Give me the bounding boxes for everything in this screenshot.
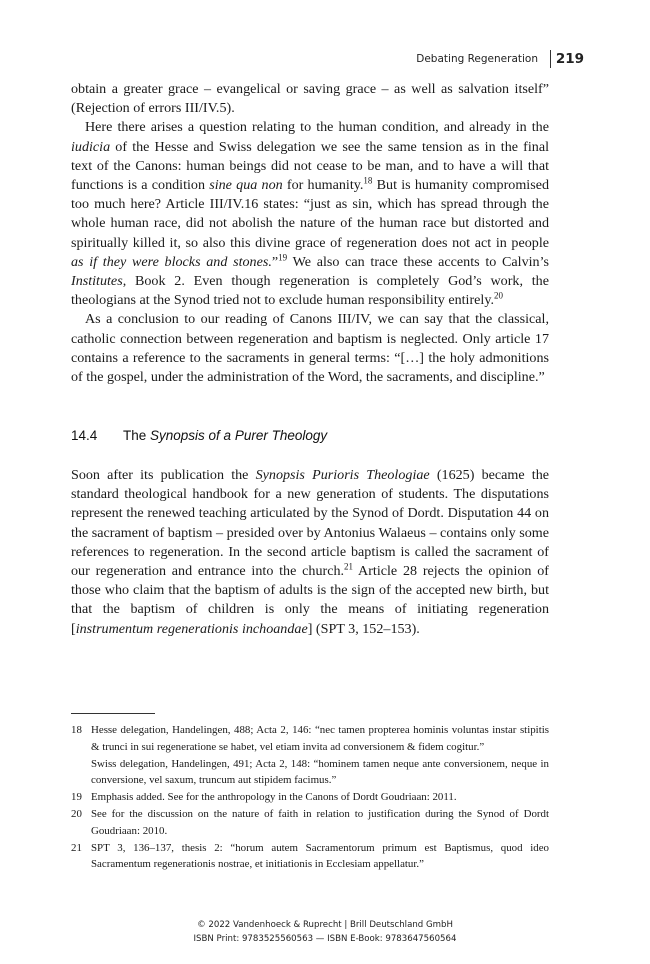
body-text-upper (71, 80, 549, 387)
footnote-rule (71, 713, 155, 714)
footnote-reference: 18 (363, 175, 373, 186)
section-title-prefix: The (123, 428, 151, 443)
footer-isbn: ISBN Print: 9783525560563 — ISBN E-Book: 9783647560564 (193, 934, 457, 944)
text-run: ” (271, 253, 279, 270)
text-run: As a conclusion to our reading of Canons III/IV, we can say that the classical, catholic connection between regeneration and baptism is neglected. Only article 17 contains a reference to the sacraments in general terms: “[…] the holy admonitions of the gospel, under the administration of the Word, the sacraments, and discipline.” (71, 311, 549, 386)
italic-text: iudicia (71, 138, 111, 155)
text-run: obtain a greater grace – evangelical or saving grace – as well as salvation itself” (Rejection of errors III/IV.5). (71, 81, 549, 117)
page-footer (0, 918, 650, 946)
footnote-reference: 19 (278, 252, 288, 263)
footnote-text: SPT 3, 136–137, thesis 2: “horum autem Sacramentorum primum est Baptismus, quod ideo Sacramentum regenerationis nostrae, et initiationis in Ecclesiam appellatur.” (91, 841, 549, 871)
text-run: We also can trace these accents to Calvin’s (287, 253, 549, 270)
italic-text: Synopsis Purioris Theologiae (255, 467, 430, 483)
page-number: 219 (555, 51, 584, 67)
body-text-lower (71, 466, 549, 639)
text-run: (1625) became the standard theological handbook for a new generation of students. The disputations represent the renewed teaching articulated by the Synod of Dordt. Disputation 44 on the sacrament of baptism – presided over by Antonius Walaeus – contains only some references to regeneration. In the second article baptism is called the sacrament of our regeneration and entrance into the church. (71, 467, 550, 580)
paragraph-p4 (71, 466, 549, 639)
footnote-number: 21 (71, 841, 82, 854)
footnote-18 (71, 722, 549, 789)
footnote-21 (71, 840, 549, 874)
text-run: of the Hesse and Swiss delegation we see the same tension as in the final text of the Canons: human beings did not cease to be man, and to have a will that functions is a condition (71, 138, 549, 194)
section-title-italic: Synopsis of a Purer Theology (150, 428, 328, 443)
footnote-reference: 20 (494, 290, 503, 301)
footnote-text: Hesse delegation, Handelingen, 488; Acta 2, 146: “nec tamen propterea hominis voluntas instar stipitis & trunci in sui regeneratione se habet, vel etiam invita ad conversionem & fidem cogitur.” (91, 724, 549, 753)
footnotes (71, 722, 549, 873)
footnote-text: Emphasis added. See for the anthropology in the Canons of Dordt Goudriaan: 2011. (91, 791, 457, 804)
paragraph-p3 (71, 310, 549, 387)
running-title: Debating Regeneration (416, 53, 538, 65)
italic-text: sine qua non (209, 177, 283, 194)
section-heading (71, 428, 327, 443)
footnote-text: Swiss delegation, Handelingen, 491; Acta 2, 148: “hominem tamen neque ante conversionem, neque in conversione, vel saxum, truncum aut stipidem facimus.” (91, 757, 549, 787)
footer-copyright: © 2022 Vandenhoeck & Ruprecht | Brill Deutschland GmbH (197, 920, 453, 930)
footnote-number: 18 (71, 724, 82, 736)
text-run: , Book 2. Even though regeneration is completely God’s work, the theologians at the Synod tried not to exclude human responsibility entirely. (71, 273, 549, 309)
header-divider (550, 50, 551, 68)
footnote-20 (71, 806, 549, 840)
italic-text: instrumentum regenerationis inchoandae (75, 620, 308, 637)
footnote-number: 20 (71, 807, 82, 820)
text-run: Soon after its publication the (71, 467, 256, 483)
footnote-reference: 21 (344, 561, 354, 572)
italic-text: as if they were blocks and stones. (71, 253, 272, 270)
footnote-text: See for the discussion on the nature of faith in relation to justification during the Synod of Dordt Goudriaan: 2010. (91, 807, 549, 837)
italic-text: Institutes (71, 273, 123, 290)
text-run: But is humanity compromised too much here? Article III/IV.16 states: “just as sin, which has spread through the whole human race, did not abolish the nature of the human race but distorted and spiritually killed it, so also this divine grace of regeneration does not act in people (71, 177, 550, 251)
text-run: Here there arises a question relating to the human condition, and already in the (85, 119, 549, 136)
footnote-19 (71, 789, 549, 806)
paragraph-p1 (71, 80, 549, 118)
text-run: Article 28 rejects the opinion of those who claim that the baptism of adults is the sign of the accepted new birth, but that the baptism of children is only the means of initiating regeneration [ (71, 563, 549, 637)
section-number: 14.4 (71, 428, 98, 443)
paragraph-p2 (71, 118, 549, 310)
text-run: ] (SPT 3, 152–153). (307, 620, 420, 637)
text-run: for humanity. (282, 177, 364, 194)
footnote-number: 19 (71, 791, 82, 804)
